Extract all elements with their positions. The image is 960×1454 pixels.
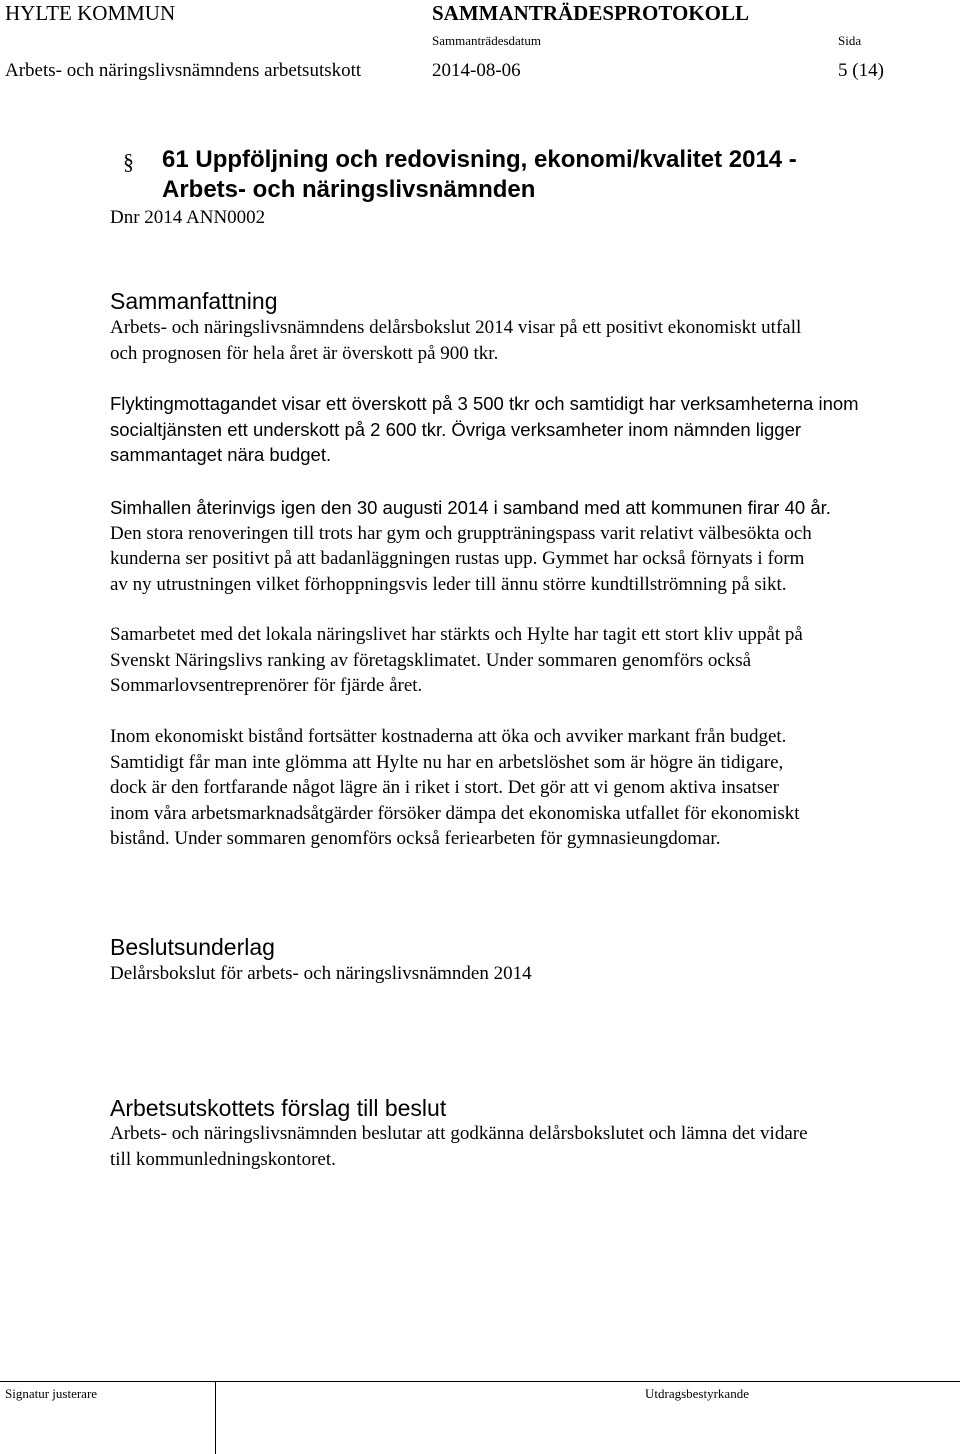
text-line: Flyktingmottagandet visar ett överskott på 3 500 tkr och samtidigt har verksamheterna inom xyxy=(110,393,859,414)
text-line: sammantaget nära budget. xyxy=(110,444,332,465)
footer-divider-line xyxy=(0,1381,960,1382)
section-sign-bullet: § xyxy=(123,149,134,174)
text-line: Svenskt Näringslivs ranking av företagsklimatet. Under sommaren genomförs också xyxy=(110,649,752,671)
text-line: kunderna ser positivt på att badanläggningen rustas upp. Gymmet har också förnyats i form xyxy=(110,548,805,569)
text-line: till kommunledningskontoret. xyxy=(110,1148,336,1170)
extract-certification-label: Utdragsbestyrkande xyxy=(645,1386,749,1401)
text-line: av ny utrustningen vilket förhoppningsvis leder till ännu större kundtillströmning på sikt. xyxy=(110,573,787,595)
proposal-text xyxy=(110,1121,940,1172)
text-line: och prognosen för hela året är överskott på 900 tkr. xyxy=(110,342,499,364)
text-line: dock är den fortfarande något lägre än i riket i stort. Det gör att vi genom aktiva insatser xyxy=(110,777,779,798)
reference-number: Dnr 2014 ANN0002 xyxy=(110,207,266,228)
document-type: SAMMANTRÄDESPROTOKOLL xyxy=(432,1,749,25)
summary-paragraph-4 xyxy=(110,622,940,699)
footer-vertical-divider xyxy=(215,1381,216,1454)
summary-heading: Sammanfattning xyxy=(110,288,278,314)
text-line: inom våra arbetsmarknadsåtgärder försöker dämpa det ekonomiska utfallet för ekonomiskt xyxy=(110,802,800,824)
text-line: Simhallen återinvigs igen den 30 augusti 2014 i samband med att kommunen firar 40 år. xyxy=(110,497,831,518)
text-line: Arbets- och näringslivsnämnden beslutar att godkänna delårsbokslutet och lämna det vidare xyxy=(110,1123,808,1144)
text-line: bistånd. Under sommaren genomförs också feriearbeten för gymnasieungdomar. xyxy=(110,828,721,849)
summary-paragraph-5 xyxy=(110,724,940,852)
text-line: socialtjänsten ett underskott på 2 600 tkr. Övriga verksamheter inom nämnden ligger xyxy=(110,418,802,440)
page-label: Sida xyxy=(838,33,862,48)
committee-name: Arbets- och näringslivsnämndens arbetsutskott xyxy=(5,60,362,81)
basis-heading: Beslutsunderlag xyxy=(110,934,275,960)
text-line: Arbets- och näringslivsnämndens delårsbokslut 2014 visar på ett positivt ekonomiskt utfall xyxy=(110,317,802,338)
basis-text xyxy=(110,961,940,987)
item-title-line-1: 61 Uppföljning och redovisning, ekonomi/kvalitet 2014 - xyxy=(162,146,797,173)
summary-paragraph-3 xyxy=(110,495,940,597)
text-line: Samtidigt får man inte glömma att Hylte nu har en arbetslöshet som är högre än tidigare, xyxy=(110,751,784,773)
text-line: Den stora renoveringen till trots har gym och gruppträningspass varit relativt välbesökta och xyxy=(110,522,812,544)
text-line: Inom ekonomiskt bistånd fortsätter kostnaderna att öka och avviker markant från budget. xyxy=(110,726,787,747)
text-line: Sommarlovsentreprenörer för fjärde året. xyxy=(110,675,423,696)
signature-label: Signatur justerare xyxy=(5,1386,98,1401)
organization-name: HYLTE KOMMUN xyxy=(5,1,176,25)
summary-paragraph-1 xyxy=(110,315,940,366)
text-line: Samarbetet med det lokala näringslivet har stärkts och Hylte har tagit ett stort kliv uppåt på xyxy=(110,624,803,645)
page-number: 5 (14) xyxy=(838,60,884,81)
item-title-line-2: Arbets- och näringslivsnämnden xyxy=(162,176,536,203)
summary-paragraph-2 xyxy=(110,391,940,468)
proposal-heading: Arbetsutskottets förslag till beslut xyxy=(110,1095,447,1121)
text-line: Delårsbokslut för arbets- och näringslivsnämnden 2014 xyxy=(110,963,532,984)
meeting-date-label: Sammanträdesdatum xyxy=(432,33,542,48)
meeting-date: 2014-08-06 xyxy=(432,60,521,81)
